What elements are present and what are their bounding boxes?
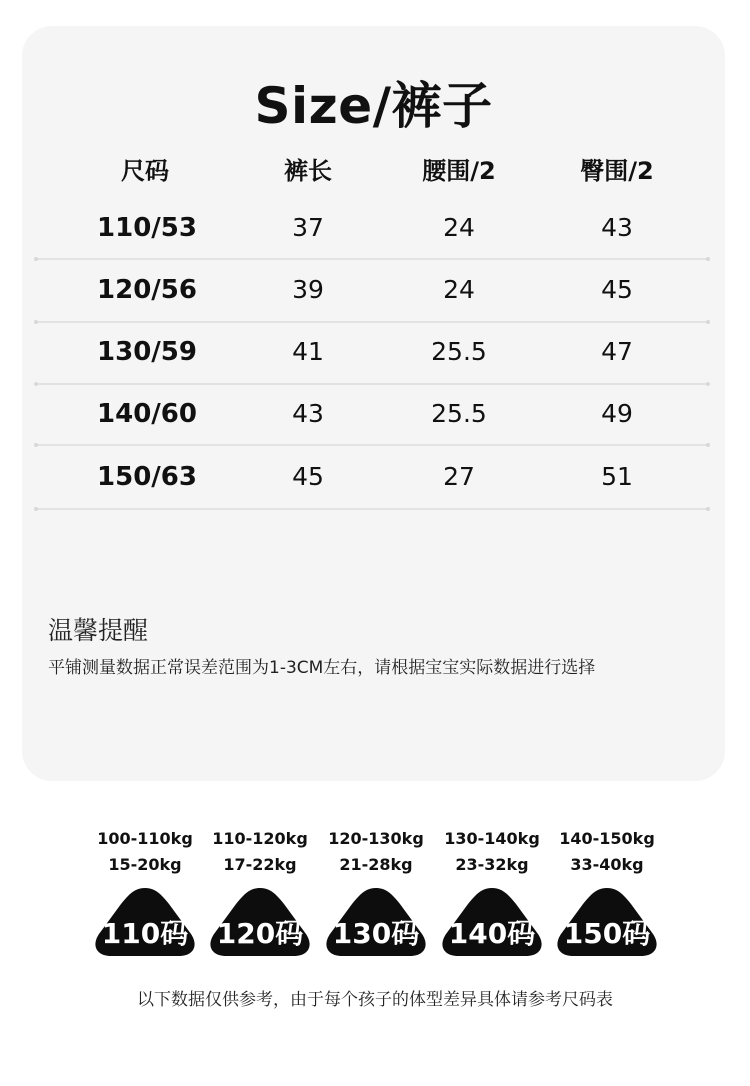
- size-badge-140: [432, 826, 552, 960]
- row-5-hip: 51: [601, 462, 633, 491]
- row-1-waist: 24: [443, 213, 475, 242]
- row-2-length: 39: [292, 275, 324, 304]
- size-table: [22, 26, 725, 546]
- size-badges: [0, 826, 750, 966]
- row-divider: [36, 444, 708, 446]
- badge-range: 110-120kg: [212, 829, 308, 848]
- badge-size-label: 120码: [216, 917, 304, 950]
- badge-size-label: 140码: [448, 917, 536, 950]
- badge-range: 120-130kg: [328, 829, 424, 848]
- row-5-length: 45: [292, 462, 324, 491]
- page-title: Size/裤子: [254, 77, 493, 135]
- rounded-triangle-icon: [553, 884, 661, 960]
- header-waist: 腰围/2: [422, 157, 496, 185]
- row-4-size: 140/60: [97, 399, 197, 429]
- size-chart-card: [22, 26, 725, 781]
- row-2-hip: 45: [601, 275, 633, 304]
- size-badge-120: [200, 826, 320, 960]
- footer-note: 以下数据仅供参考，由于每个孩子的体型差异具体请参考尺码表: [137, 990, 613, 1010]
- row-3-waist: 25.5: [431, 337, 487, 366]
- row-4-hip: 49: [601, 399, 633, 428]
- row-5-size: 150/63: [97, 462, 197, 492]
- badge-range: 130-140kg: [444, 829, 540, 848]
- badge-weight: 23-32kg: [455, 855, 529, 874]
- row-4-waist: 25.5: [431, 399, 487, 428]
- rounded-triangle-icon: [438, 884, 546, 960]
- row-divider: [36, 508, 708, 510]
- row-divider: [36, 383, 708, 385]
- badge-weight: 15-20kg: [108, 855, 182, 874]
- row-1-size: 110/53: [97, 213, 197, 243]
- badge-range: 100-110kg: [97, 829, 193, 848]
- row-4-length: 43: [292, 399, 324, 428]
- row-3-hip: 47: [601, 337, 633, 366]
- row-1-hip: 43: [601, 213, 633, 242]
- row-1-length: 37: [292, 213, 324, 242]
- row-divider: [36, 321, 708, 323]
- badge-size-label: 130码: [332, 917, 420, 950]
- rounded-triangle-icon: [322, 884, 430, 960]
- header-pants-length: 裤长: [284, 157, 332, 185]
- row-3-length: 41: [292, 337, 324, 366]
- header-size: 尺码: [121, 157, 169, 185]
- badge-size-label: 110码: [101, 917, 189, 950]
- tips-title: 温馨提醒: [48, 616, 149, 645]
- row-3-size: 130/59: [97, 337, 197, 367]
- rounded-triangle-icon: [206, 884, 314, 960]
- row-2-size: 120/56: [97, 275, 197, 305]
- badge-weight: 21-28kg: [339, 855, 413, 874]
- size-badge-110: [85, 826, 205, 960]
- badge-weight: 33-40kg: [570, 855, 644, 874]
- size-badge-130: [316, 826, 436, 960]
- tips-text: 平铺测量数据正常误差范围为1-3CM左右，请根据宝宝实际数据进行选择: [48, 658, 596, 678]
- row-2-waist: 24: [443, 275, 475, 304]
- header-hip: 臀围/2: [580, 157, 654, 185]
- badge-range: 140-150kg: [559, 829, 655, 848]
- row-5-waist: 27: [443, 462, 475, 491]
- rounded-triangle-icon: [91, 884, 199, 960]
- badge-weight: 17-22kg: [223, 855, 297, 874]
- badge-size-label: 150码: [563, 917, 651, 950]
- size-badge-150: [547, 826, 667, 960]
- row-divider: [36, 258, 708, 260]
